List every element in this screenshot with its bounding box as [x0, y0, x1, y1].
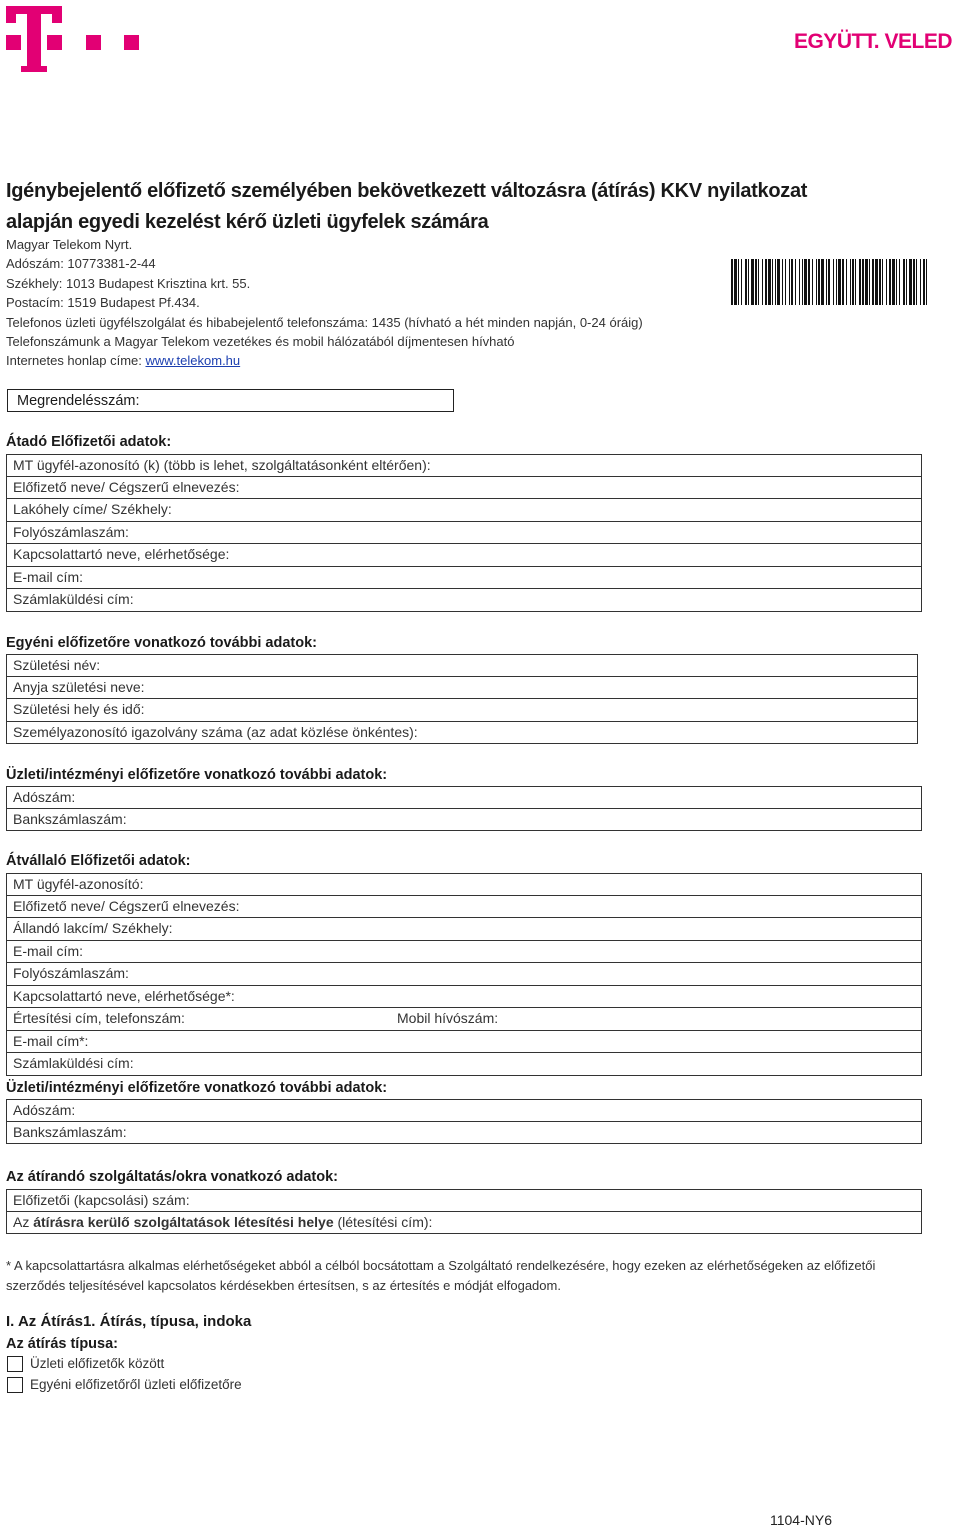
form-field[interactable] [6, 567, 922, 590]
form-field[interactable] [6, 677, 918, 700]
company-seat: Székhely: 1013 Budapest Krisztina krt. 55. [6, 275, 251, 291]
business-heading: Üzleti/intézményi előfizetőre vonatkozó további adatok: [6, 767, 388, 783]
form-field[interactable] [6, 873, 922, 896]
checkbox-label: Egyéni előfizetőről üzleti előfizetőre [30, 1377, 242, 1392]
field-label: Személyazonosító igazolvány száma (az adat közlése önkéntes): [13, 723, 418, 740]
form-field[interactable] [6, 454, 922, 477]
services-heading: Az átírandó szolgáltatás/okra vonatkozó adatok: [6, 1169, 338, 1185]
form-field[interactable] [6, 1008, 922, 1031]
field-label: Folyószámlaszám: [13, 523, 129, 540]
form-field[interactable] [6, 1122, 922, 1145]
business-fields-2 [6, 1099, 922, 1144]
field-label: E-mail cím*: [13, 1032, 89, 1049]
logo-square [124, 35, 139, 50]
form-field[interactable] [6, 477, 922, 500]
field-label: Lakóhely címe/ Székhely: [13, 501, 172, 517]
field-label: E-mail cím: [13, 942, 83, 959]
field-label: Számlaküldési cím: [13, 1055, 134, 1071]
form-field[interactable] [6, 589, 922, 612]
form-field[interactable] [6, 544, 922, 567]
field-label: E-mail cím: [13, 568, 83, 585]
checkbox-individual-to-business[interactable] [7, 1377, 23, 1393]
form-field[interactable] [6, 918, 922, 941]
field-label: Kapcsolattartó neve, elérhetősége*: [13, 987, 235, 1004]
transfer-type-heading: Az átírás típusa: [6, 1336, 118, 1352]
website-link[interactable]: www.telekom.hu [145, 353, 241, 369]
form-field[interactable] [6, 654, 918, 677]
support-phone-note: Telefonszámunk a Magyar Telekom vezetékes és mobil hálózatából díjmentesen hívható [6, 334, 515, 350]
form-field[interactable] [6, 722, 918, 745]
field-label: Adószám: [13, 789, 76, 805]
telekom-t-logo [6, 6, 62, 72]
form-field[interactable] [6, 1189, 922, 1212]
field-label: Adószám: [13, 1102, 76, 1118]
field-label: MT ügyfél-azonosító (k) (több is lehet, szolgáltatásonként eltérően): [13, 457, 431, 473]
field-label: Születési név: [13, 657, 101, 673]
footnote: * A kapcsolattartásra alkalmas elérhetőségeket abból a célból bocsátottam a Szolgáltató rendelkezésére, hogy ezeken az elérhetőségeken az előfizetői szerződés teljesítésével kapcsolatos kérdésekben értesítsen, s az értesítés e módját elfogadom. [6, 1258, 876, 1293]
form-field[interactable] [6, 1099, 922, 1122]
field-label: Kapcsolattartó neve, elérhetősége: [13, 546, 230, 562]
field-label: Folyószámlaszám: [13, 965, 129, 981]
website-label: Internetes honlap címe: [6, 353, 146, 369]
field-label: Előfizető neve/ Cégszerű elnevezés: [13, 478, 240, 495]
order-number-field[interactable] [7, 389, 454, 412]
company-name: Magyar Telekom Nyrt. [6, 237, 133, 252]
field-label: Születési hely és idő: [13, 701, 145, 717]
form-field[interactable] [6, 896, 922, 919]
form-field[interactable] [6, 699, 918, 722]
company-postal-address: Postacím: 1519 Budapest Pf.434. [6, 295, 200, 311]
checkbox-label: Üzleti előfizetők között [30, 1356, 165, 1371]
field-label: Állandó lakcím/ Székhely: [13, 920, 173, 936]
page-code: 1104-NY6 [769, 1512, 832, 1528]
form-field[interactable] [6, 1053, 922, 1076]
form-field[interactable] [6, 522, 922, 545]
document-title: Igénybejelentő előfizető személyében bekövetkezett változásra (átírás) KKV nyilatkozat alapján egyedi kezelést kérő üzleti ügyfelek számára [6, 180, 808, 233]
website-line [6, 351, 643, 370]
field-label: Anyja születési neve: [13, 678, 145, 695]
field-label: Értesítési cím, telefonszám: [13, 1010, 185, 1026]
brand-slogan: EGYÜTT. VELED [793, 30, 952, 53]
field-label: Az [13, 1213, 34, 1230]
field-label: Számlaküldési cím: [13, 591, 134, 607]
order-number-label: Megrendelésszám: [17, 393, 140, 409]
logo-square [86, 35, 101, 50]
business-heading-2: Üzleti/intézményi előfizetőre vonatkozó további adatok: [6, 1080, 388, 1096]
form-field[interactable] [6, 786, 922, 809]
field-label: (létesítési cím): [333, 1213, 433, 1230]
support-phone: Telefonos üzleti ügyfélszolgálat és hibabejelentő telefonszáma: 1435 (hívható a hét minden napján, 0-24 óráig) [6, 314, 643, 330]
barcode [731, 259, 927, 305]
form-field[interactable] [6, 941, 922, 964]
form-field[interactable] [6, 809, 922, 832]
services-fields [6, 1189, 922, 1234]
company-tax-number: Adószám: 10773381-2-44 [6, 256, 156, 272]
transferor-fields [6, 454, 922, 612]
form-field[interactable] [6, 499, 922, 522]
checkbox-business-to-business[interactable] [7, 1356, 23, 1372]
field-label: Bankszámlaszám: [13, 810, 127, 827]
individual-heading: Egyéni előfizetőre vonatkozó további adatok: [6, 635, 317, 651]
transferor-heading: Átadó Előfizetői adatok: [6, 434, 172, 450]
field-label-bold: átírásra kerülő szolgáltatások létesítési helye [33, 1213, 334, 1230]
part-title: I. Az Átírás1. Átírás, típusa, indoka [6, 1313, 252, 1330]
company-info [6, 235, 643, 371]
field-label: Előfizető neve/ Cégszerű elnevezés: [13, 897, 240, 914]
form-field[interactable] [6, 963, 922, 986]
field-label: MT ügyfél-azonosító: [13, 876, 144, 892]
form-field[interactable] [6, 1212, 922, 1235]
field-label: Bankszámlaszám: [13, 1123, 127, 1140]
individual-fields [6, 654, 918, 744]
field-label: Előfizetői (kapcsolási) szám: [13, 1192, 190, 1208]
business-fields [6, 786, 922, 831]
transferee-fields [6, 873, 922, 1076]
mobile-number-label: Mobil hívószám: [397, 1010, 499, 1026]
transferee-heading: Átvállaló Előfizetői adatok: [6, 853, 191, 869]
form-field[interactable] [6, 986, 922, 1009]
form-field[interactable] [6, 1031, 922, 1054]
